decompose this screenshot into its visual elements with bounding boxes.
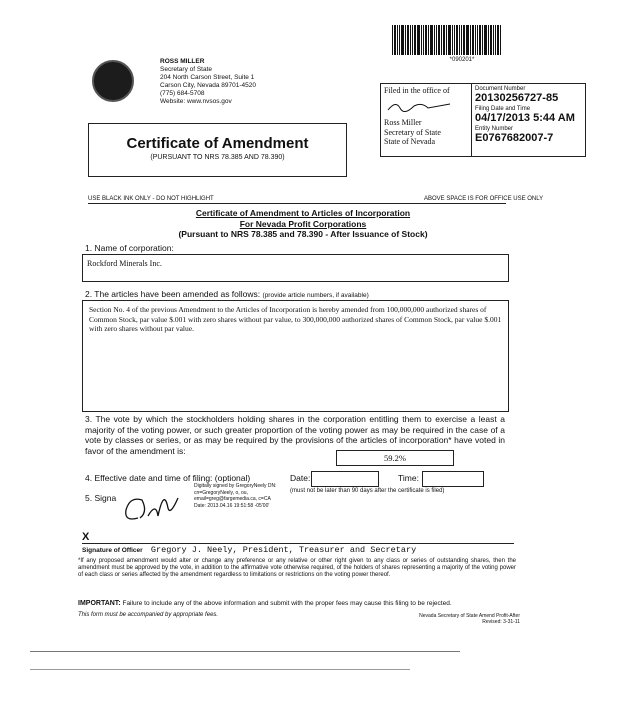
barcode-bar [493, 25, 494, 55]
form-title-line3: (Pursuant to NRS 78.385 and 78.390 - After Issuance of Stock) [178, 229, 428, 239]
section1-label: 1. Name of corporation: [85, 243, 174, 253]
barcode-bar [394, 25, 396, 55]
certificate-title-box [88, 123, 347, 177]
filed-label: Filed in the office of [384, 86, 450, 95]
barcode-bar [414, 25, 416, 55]
form-title [88, 208, 518, 240]
amendment-text-value: Section No. 4 of the previous Amendment to the Articles of Incorporation is hereby amended from 100,000,000 authorized shares of Common Stock, par value $.001 with zero shares without par value, to 300,000,000 authorized shares of Common Stock, par value $.001 with zero shares without par value. [89, 305, 502, 333]
office-header [160, 58, 256, 106]
barcode-bar [456, 25, 458, 55]
officer-signature-label: Signature of Officer [82, 547, 143, 554]
doc-number: 20130256727-85 [475, 92, 559, 104]
section5-label: 5. Signa [85, 493, 117, 503]
office-phone: (775) 684-5708 [160, 90, 205, 97]
office-website: Website: www.nvsos.gov [160, 98, 232, 105]
ink-note: USE BLACK INK ONLY - DO NOT HIGHLIGHT [88, 196, 214, 202]
form-title-line2: For Nevada Profit Corporations [239, 218, 367, 229]
effective-time-field[interactable] [422, 471, 484, 487]
barcode-bar [412, 25, 413, 55]
section2-hint: (provide article numbers, if available) [262, 292, 369, 299]
barcode-bar [421, 25, 422, 55]
digital-signature-text: Digitally signed by GregoryNeely DN: cn=GregoryNeely, o, ou, email=greg@fargemedia.ca, c=CA Date: 2013.04.16 19:51:58 -05'00' [194, 483, 277, 509]
effective-date-field[interactable] [311, 471, 379, 487]
important-text: Failure to include any of the above information and submit with the proper fees may cause this filing to be rejected. [122, 600, 452, 607]
secretary-signature [384, 96, 454, 116]
certificate-title: Certificate of Amendment [126, 135, 309, 152]
scan-artifact-line [30, 651, 460, 652]
officer-signature-value: Gregory J. Neely, President, Treasurer and Secretary [150, 545, 417, 555]
entity-number-label: Entity Number [475, 126, 514, 132]
barcode-bar [459, 25, 460, 55]
state-seal [92, 60, 134, 102]
officer-state: State of Nevada [384, 137, 436, 146]
barcode-bar [470, 25, 471, 55]
barcode-bar [479, 25, 481, 55]
barcode-bar [482, 25, 483, 55]
corporation-name-value: Rockford Minerals Inc. [87, 259, 162, 268]
effective-time-label: Time: [398, 473, 419, 483]
barcode-bar [423, 25, 424, 55]
amendment-text-field[interactable] [82, 300, 509, 412]
barcode-bar [477, 25, 478, 55]
form-title-line1: Certificate of Amendment to Articles of Incorporation [195, 208, 411, 218]
barcode-id: *090201* [449, 57, 475, 63]
barcode-bar [425, 25, 427, 55]
barcode-bar [495, 25, 496, 55]
footnote-text: *If any proposed amendment would alter or change any preference or any relative or other right given to any class or series of outstanding shares, then the amendment must be approved by the vote, in addition to the affirmative vote otherwise required, of the holders of shares representing a majority of the voting power of each class or series affected by the amendment regardless to limitations or restrictions on the voting power thereof. [78, 558, 516, 579]
barcode-bar [428, 25, 429, 55]
section2-label: 2. The articles have been amended as follows: [85, 289, 261, 299]
barcode-bar [407, 25, 409, 55]
barcode-bar [443, 25, 445, 55]
section3-text: 3. The vote by which the stockholders holding shares in the corporation entitling them to exercise a least a majority of the voting power, or such greater proportion of the voting power as may be required in the case of a vote by classes or series, or as may be required by the provisions of the articles of incorporation* have voted in favor of the amendment is: [85, 414, 505, 456]
barcode-bar [417, 25, 420, 55]
barcode-bar [484, 25, 487, 55]
barcode-bar [434, 25, 435, 55]
barcode-bar [410, 25, 411, 55]
officer-name: Ross Miller [384, 118, 422, 127]
officer-signature-row [82, 545, 522, 555]
barcode-bar [392, 25, 393, 55]
officer-title: Secretary of State [384, 127, 441, 137]
barcode-bar [466, 25, 469, 55]
form-id [380, 613, 520, 625]
important-label: IMPORTANT: [78, 600, 121, 607]
barcode-bar [430, 25, 433, 55]
barcode-bar [397, 25, 398, 55]
office-name: ROSS MILLER [160, 58, 205, 65]
barcode-bar [475, 25, 476, 55]
form-id-text: Nevada Secretary of State Amend Profit-After [419, 613, 520, 619]
fees-note: This form must be accompanied by appropriate fees. [78, 612, 219, 618]
certificate-subtitle: (PURSUANT TO NRS 78.385 AND 78.390) [150, 154, 285, 161]
office-use-rule [88, 203, 506, 204]
scan-artifact-line [30, 669, 410, 670]
barcode-bar [452, 25, 453, 55]
barcode-bar [401, 25, 404, 55]
vote-percent-field[interactable] [336, 450, 454, 466]
barcode-bar [461, 25, 462, 55]
important-row [78, 600, 518, 607]
vote-percent-value: 59.2% [384, 453, 406, 463]
barcode-bar [438, 25, 440, 55]
doc-number-label: Document Number [475, 86, 526, 92]
office-use-note: ABOVE SPACE IS FOR OFFICE USE ONLY [424, 196, 544, 202]
section4-label: 4. Effective date and time of filing: (optional) [85, 473, 251, 483]
filing-date-label: Filing Date and Time [475, 106, 531, 112]
barcode-bar [446, 25, 447, 55]
filing-date: 04/17/2013 5:44 AM [475, 112, 575, 124]
barcode-bar [436, 25, 437, 55]
barcode-bar [454, 25, 455, 55]
office-address1: 204 North Carson Street, Suite 1 [160, 74, 255, 81]
office-title: Secretary of State [160, 66, 213, 73]
barcode-bar [399, 25, 400, 55]
barcode-bar [497, 25, 499, 55]
signature-line [82, 543, 514, 544]
entity-number: E0767682007-7 [475, 132, 554, 144]
handwritten-signature [118, 478, 190, 528]
barcode-bar [490, 25, 492, 55]
section2-label-row [85, 289, 369, 299]
barcode-bar [472, 25, 474, 55]
corporation-name-field[interactable] [82, 254, 509, 282]
form-revised: Revised: 3-31-11 [482, 619, 520, 625]
barcode-bar [500, 25, 501, 55]
signature-x-mark: X [82, 531, 90, 543]
barcode [392, 25, 532, 63]
office-address2: Carson City, Nevada 89701-4520 [160, 82, 256, 89]
barcode-bar [463, 25, 465, 55]
effective-date-label: Date: [290, 473, 311, 483]
barcode-bar [448, 25, 451, 55]
barcode-bar [441, 25, 442, 55]
barcode-bar [405, 25, 406, 55]
filing-stamp [380, 83, 586, 157]
effective-date-note: (must not be later than 90 days after the certificate is filed) [290, 488, 445, 494]
barcode-bar [488, 25, 489, 55]
